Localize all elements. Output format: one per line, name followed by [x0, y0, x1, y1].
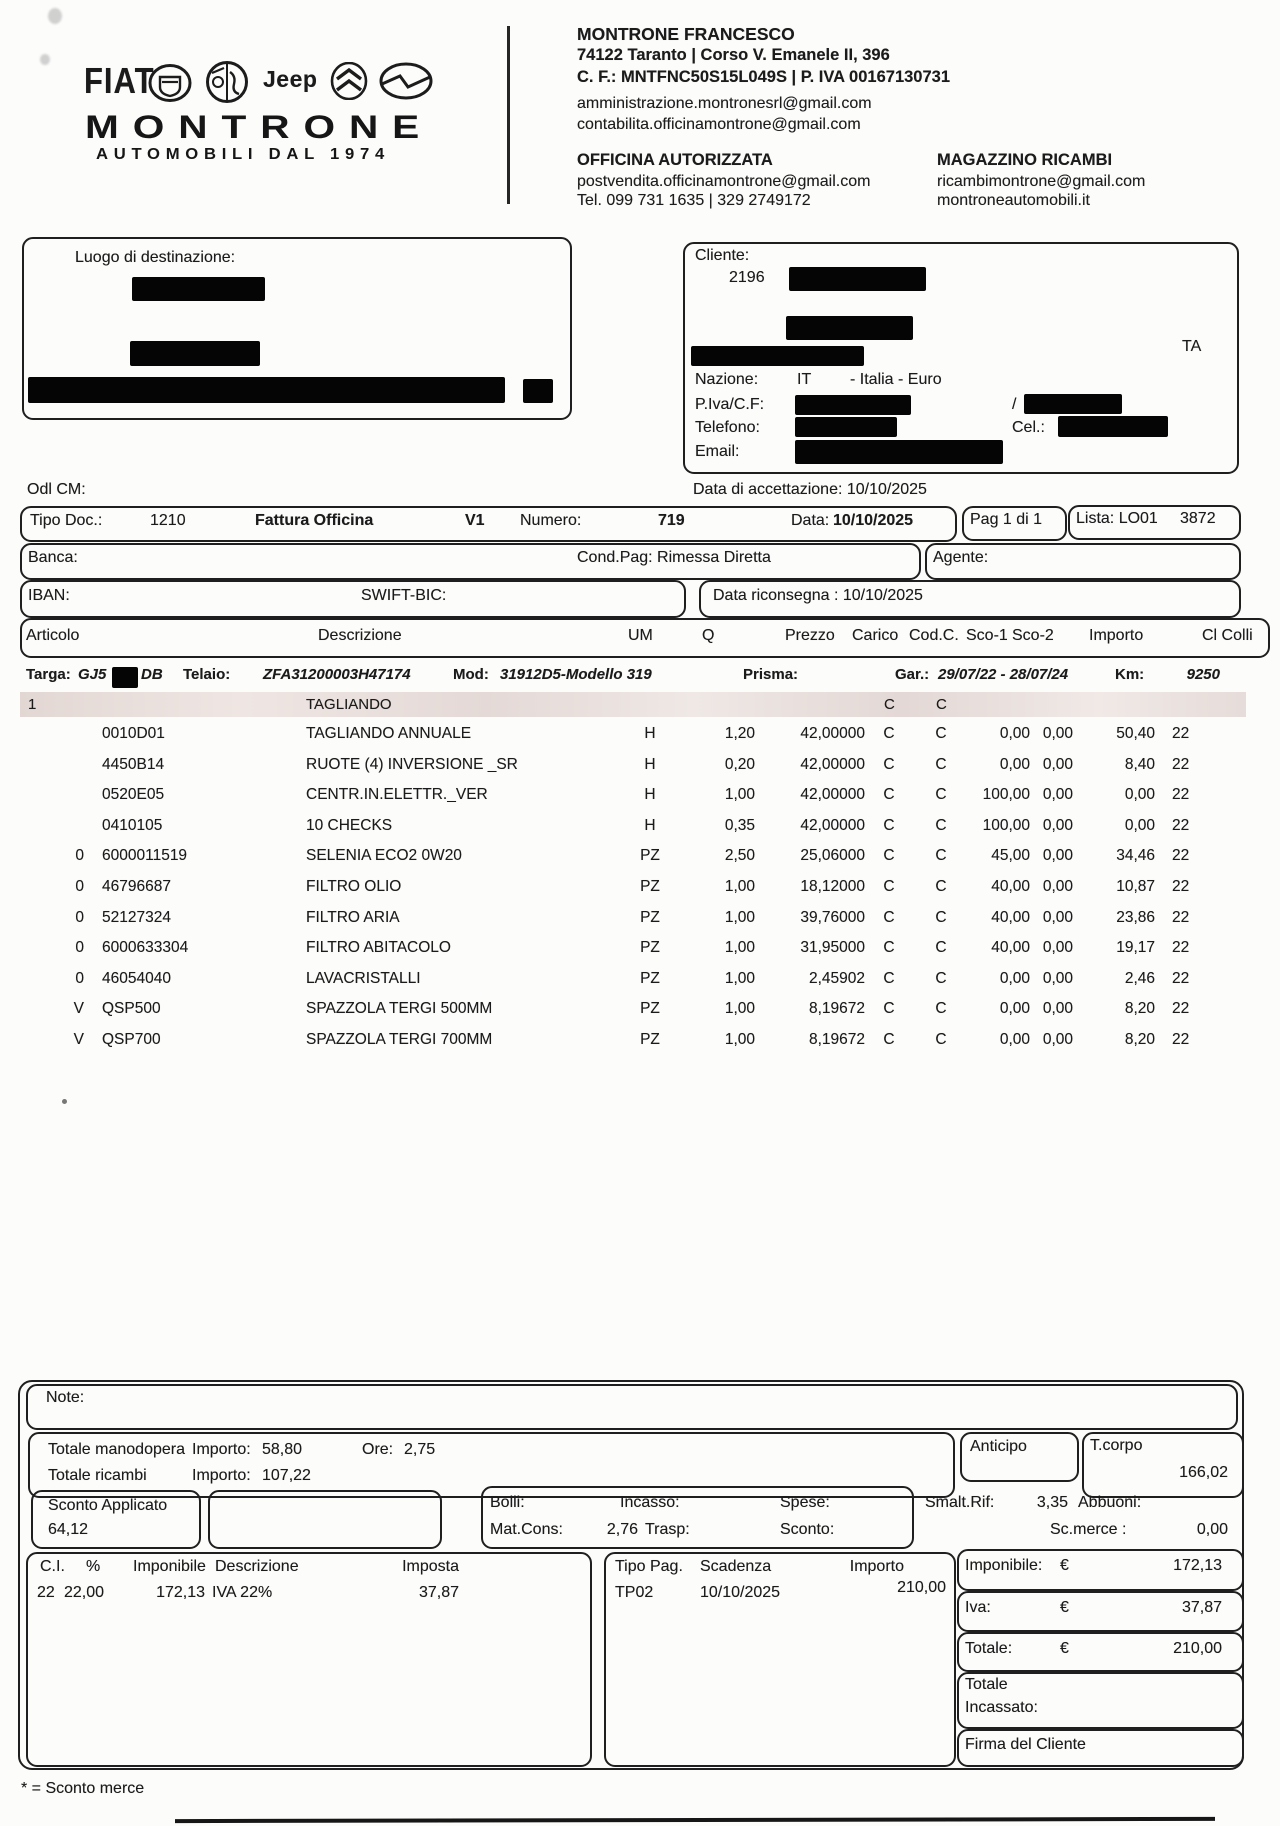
trasp-label: Trasp: — [645, 1521, 690, 1538]
row-description: FILTRO OLIO — [306, 877, 402, 895]
montrone-tagline: AUTOMOBILI DAL 1974 — [96, 146, 390, 163]
row-codc: C — [935, 786, 947, 804]
scan-smudge — [48, 8, 62, 24]
spese-label: Spese: — [780, 1494, 830, 1511]
row-carico: C — [883, 847, 895, 865]
row-quantity: 1,00 — [724, 969, 755, 987]
company-name: MONTRONE FRANCESCO — [577, 24, 795, 44]
client-code: 2196 — [729, 269, 765, 286]
row-codc: C — [935, 908, 947, 926]
smaltrif-value: 3,35 — [1036, 1494, 1068, 1511]
row-um: PZ — [640, 877, 660, 895]
row-importo: 34,46 — [1116, 847, 1155, 865]
row-importo: 0,00 — [1124, 786, 1155, 804]
row-cl: 22 — [1172, 877, 1190, 895]
lancia-logo — [148, 64, 192, 102]
table-row — [0, 993, 1280, 1024]
scan-smudge — [40, 54, 50, 65]
banca-label: Banca: — [28, 549, 78, 566]
redacted-text — [132, 277, 265, 301]
telaio-label: Telaio: — [183, 666, 231, 683]
tax-h-imposta: Imposta — [402, 1558, 459, 1575]
row-cl: 22 — [1172, 908, 1190, 926]
row-codc: C — [935, 816, 947, 834]
row-sco2: 0,00 — [1042, 847, 1073, 865]
redacted-text — [795, 417, 897, 437]
bolli-box — [481, 1486, 914, 1549]
row-price: 39,76000 — [800, 908, 865, 926]
company-email-2: contabilita.officinamontrone@gmail.com — [577, 116, 861, 133]
header-divider — [507, 26, 510, 204]
km-value: 9250 — [1186, 666, 1220, 683]
fiat-logo: FIAT — [84, 60, 155, 102]
note-label: Note: — [46, 1389, 85, 1406]
row-quantity: 1,20 — [724, 725, 755, 742]
row-quantity: 0,35 — [724, 816, 755, 834]
row-quantity: 1,00 — [724, 1030, 755, 1048]
row-code: 4450B14 — [102, 755, 165, 773]
tax-pct: 22,00 — [64, 1584, 105, 1601]
table-row — [0, 932, 1280, 963]
numero-label: Numero: — [520, 512, 582, 529]
row-sco1: 0,00 — [999, 969, 1030, 987]
data-value: 10/10/2025 — [833, 512, 914, 529]
row-code: 46054040 — [102, 969, 171, 987]
totale-incassato-label-1: Totale — [965, 1676, 1008, 1693]
col-sco2: Sco-2 — [1012, 627, 1054, 644]
row-code: QSP700 — [102, 1030, 161, 1048]
row-code: 6000633304 — [102, 939, 189, 957]
manodopera-importo-label: Importo: — [192, 1441, 251, 1458]
row-sco1: 40,00 — [991, 877, 1030, 895]
row-price: 18,12000 — [800, 877, 865, 895]
abbuoni-label: Abbuoni: — [1078, 1494, 1142, 1511]
iva-euro: € — [1060, 1599, 1069, 1616]
row-um: H — [644, 816, 656, 834]
row-carico: C — [883, 816, 895, 834]
accettazione: Data di accettazione: 10/10/2025 — [693, 481, 927, 498]
mod-value: 31912D5-Modello 319 — [500, 666, 652, 683]
row-cl: 22 — [1172, 847, 1190, 865]
row-sco2: 0,00 — [1042, 725, 1073, 742]
totale-euro: € — [1060, 1640, 1069, 1657]
row-codc: C — [935, 877, 947, 895]
smaltrif-label: Smalt.Rif: — [925, 1494, 995, 1511]
row-quantity: 1,00 — [724, 939, 755, 957]
col-importo: Importo — [1089, 627, 1144, 644]
row-quantity: 0,20 — [724, 755, 755, 773]
row-um: PZ — [640, 939, 660, 957]
row-price: 31,95000 — [800, 939, 865, 957]
tipo-doc-version: V1 — [465, 512, 485, 529]
row-description: SELENIA ECO2 0W20 — [306, 847, 462, 865]
row-um: PZ — [640, 847, 660, 865]
matcons-value: 2,76 — [606, 1521, 638, 1538]
agente-label: Agente: — [933, 549, 989, 566]
pay-h-scadenza: Scadenza — [700, 1558, 772, 1575]
row-flag: 0 — [75, 877, 84, 895]
row-flag: V — [73, 1000, 84, 1018]
opel-logo — [378, 62, 434, 100]
anticipo-label: Anticipo — [970, 1438, 1027, 1455]
numero-value: 719 — [658, 512, 685, 529]
citroen-logo — [330, 62, 368, 100]
row-carico: C — [883, 1030, 895, 1048]
col-descrizione: Descrizione — [318, 627, 402, 644]
row-description: FILTRO ABITACOLO — [306, 939, 451, 957]
row-um: H — [644, 755, 656, 773]
redacted-text — [1024, 394, 1122, 414]
redacted-text — [786, 316, 913, 340]
col-cl-colli: Cl Colli — [1202, 627, 1253, 644]
row-price: 8,19672 — [808, 1000, 865, 1018]
row-sco1: 100,00 — [982, 786, 1030, 804]
note-box — [26, 1384, 1238, 1430]
manodopera-importo: 58,80 — [262, 1441, 303, 1458]
col-articolo: Articolo — [26, 627, 80, 644]
telaio-value: ZFA31200003H47174 — [263, 666, 411, 683]
row-importo: 10,87 — [1116, 877, 1155, 895]
iva-label: Iva: — [965, 1599, 991, 1616]
row-cl: 22 — [1172, 725, 1190, 742]
row-um: PZ — [640, 1000, 660, 1018]
row-description: LAVACRISTALLI — [306, 969, 421, 987]
piva-slash: / — [1012, 396, 1017, 413]
data-label: Data: — [791, 512, 830, 529]
row-sco1: 0,00 — [999, 1030, 1030, 1048]
tax-ci: 22 — [37, 1584, 55, 1601]
row-cl: 22 — [1172, 1000, 1190, 1018]
table-row — [0, 779, 1280, 810]
nazione-code: IT — [797, 371, 812, 388]
tax-imponibile: 172,13 — [156, 1584, 205, 1601]
iban-label: IBAN: — [28, 587, 70, 604]
tax-descrizione: IVA 22% — [212, 1584, 273, 1601]
jeep-logo: Jeep — [263, 66, 318, 92]
row-flag: V — [73, 1030, 84, 1048]
tcorpo-value: 166,02 — [1179, 1464, 1228, 1481]
company-email-1: amministrazione.montronesrl@gmail.com — [577, 95, 872, 112]
pay-h-importo: Importo — [849, 1558, 904, 1575]
destination-label: Luogo di destinazione: — [75, 249, 236, 266]
tipo-doc-name: Fattura Officina — [255, 512, 374, 529]
ore-label: Ore: — [362, 1441, 394, 1458]
col-sco1: Sco-1 — [966, 627, 1008, 644]
lista-label: Lista: LO01 — [1076, 510, 1158, 527]
row-sco1: 40,00 — [991, 939, 1030, 957]
row-quantity: 2,50 — [724, 847, 755, 865]
magazzino-title: MAGAZZINO RICAMBI — [937, 151, 1113, 169]
telefono-label: Telefono: — [695, 419, 760, 436]
imponibile-euro: € — [1060, 1557, 1069, 1574]
totale-label: Totale: — [965, 1640, 1013, 1657]
row-sco1: 0,00 — [999, 755, 1030, 773]
row-sco2: 0,00 — [1042, 816, 1073, 834]
table-row — [0, 902, 1280, 933]
scmerce-value: 0,00 — [1196, 1521, 1228, 1538]
empty-box — [208, 1490, 442, 1549]
officina-phone: Tel. 099 731 1635 | 329 2749172 — [577, 192, 811, 209]
row-importo: 23,86 — [1116, 908, 1155, 926]
row-carico: C — [883, 1000, 895, 1018]
row-code: 0410105 — [102, 816, 163, 834]
row-importo: 8,20 — [1124, 1030, 1155, 1048]
row-code: 0520E05 — [102, 786, 165, 804]
row-description: FILTRO ARIA — [306, 908, 400, 926]
totale-value: 210,00 — [1173, 1640, 1222, 1657]
row-price: 42,00000 — [800, 786, 865, 804]
sconto2-label: Sconto: — [780, 1521, 835, 1538]
row-flag: 0 — [75, 908, 84, 926]
row-codc: C — [935, 1030, 947, 1048]
scmerce-label: Sc.merce : — [1050, 1521, 1127, 1538]
group-carico: C — [884, 696, 895, 713]
table-row — [0, 718, 1280, 749]
legend: * = Sconto merce — [21, 1780, 145, 1797]
targa-label: Targa: — [26, 666, 71, 683]
row-codc: C — [935, 939, 947, 957]
iva-value: 37,87 — [1181, 1599, 1222, 1616]
redacted-text — [795, 395, 911, 415]
row-um: PZ — [640, 1030, 660, 1048]
company-address: 74122 Taranto | Corso V. Emanele II, 396 — [577, 46, 890, 64]
officina-email: postvendita.officinamontrone@gmail.com — [577, 173, 871, 190]
imponibile-value: 172,13 — [1173, 1557, 1222, 1574]
sconto-value: 64,12 — [48, 1521, 89, 1538]
redacted-text — [691, 346, 864, 366]
tax-h-pct: % — [86, 1558, 101, 1575]
row-carico: C — [883, 725, 895, 742]
group-codc: C — [936, 696, 947, 713]
firma-label: Firma del Cliente — [965, 1736, 1086, 1753]
bolli-label: Bolli: — [490, 1494, 525, 1511]
row-sco2: 0,00 — [1042, 969, 1073, 987]
table-row — [0, 1024, 1280, 1055]
row-sco1: 45,00 — [991, 847, 1030, 865]
gar-value: 29/07/22 - 28/07/24 — [938, 666, 1069, 683]
row-um: H — [644, 786, 656, 804]
row-sco2: 0,00 — [1042, 755, 1073, 773]
row-flag: 0 — [75, 939, 84, 957]
condpag: Cond.Pag: Rimessa Diretta — [577, 549, 771, 566]
row-carico: C — [883, 969, 895, 987]
row-um: PZ — [640, 908, 660, 926]
pay-h-tipo: Tipo Pag. — [615, 1558, 683, 1575]
row-code: 52127324 — [102, 908, 171, 926]
row-quantity: 1,00 — [724, 786, 755, 804]
pay-importo: 210,00 — [897, 1579, 946, 1596]
row-flag: 0 — [75, 847, 84, 865]
ricambi-label: Totale ricambi — [48, 1467, 147, 1484]
email-label: Email: — [695, 443, 740, 460]
redacted-plate — [112, 667, 138, 688]
row-price: 8,19672 — [808, 1030, 865, 1048]
table-row — [0, 749, 1280, 780]
nazione-rest: - Italia - Euro — [850, 371, 942, 388]
scan-dot — [62, 1099, 67, 1104]
row-code: 6000011519 — [102, 847, 188, 865]
row-sco2: 0,00 — [1042, 1000, 1073, 1018]
group-num: 1 — [28, 696, 37, 713]
row-carico: C — [883, 786, 895, 804]
tcorpo-label: T.corpo — [1090, 1437, 1143, 1454]
row-price: 42,00000 — [800, 755, 865, 773]
targa-post: DB — [141, 666, 163, 683]
tax-h-descrizione: Descrizione — [215, 1558, 299, 1575]
row-sco2: 0,00 — [1042, 1030, 1073, 1048]
row-sco2: 0,00 — [1042, 939, 1073, 957]
col-q: Q — [702, 627, 715, 644]
row-cl: 22 — [1172, 786, 1190, 804]
row-codc: C — [935, 755, 947, 773]
nazione-label: Nazione: — [695, 371, 759, 388]
row-price: 25,06000 — [800, 847, 865, 865]
col-carico: Carico — [852, 627, 899, 644]
alfa-romeo-logo — [204, 60, 250, 104]
row-flag: 0 — [75, 969, 84, 987]
tax-imposta: 37,87 — [418, 1584, 459, 1601]
odl-label: Odl CM: — [27, 481, 86, 498]
row-importo: 19,17 — [1116, 939, 1155, 957]
row-importo: 50,40 — [1116, 725, 1155, 742]
banca-box — [20, 543, 921, 580]
row-description: CENTR.IN.ELETTR._VER — [306, 786, 488, 804]
group-desc: TAGLIANDO — [306, 696, 392, 713]
row-importo: 2,46 — [1124, 969, 1155, 987]
row-codc: C — [935, 969, 947, 987]
scan-edge-line — [175, 1817, 1215, 1823]
piva-label: P.Iva/C.F: — [695, 396, 765, 413]
table-row — [0, 810, 1280, 841]
row-codc: C — [935, 1000, 947, 1018]
tipo-doc-code: 1210 — [150, 512, 186, 529]
row-codc: C — [935, 725, 947, 742]
targa-pre: GJ5 — [78, 666, 107, 683]
row-description: TAGLIANDO ANNUALE — [306, 725, 472, 742]
row-cl: 22 — [1172, 755, 1190, 773]
riconsegna: Data riconsegna : 10/10/2025 — [713, 587, 923, 604]
row-carico: C — [883, 939, 895, 957]
totale-incassato-label-2: Incassato: — [965, 1699, 1038, 1716]
col-prezzo: Prezzo — [785, 627, 835, 644]
lista-num: 3872 — [1180, 510, 1216, 527]
row-description: RUOTE (4) INVERSIONE _SR — [306, 755, 518, 773]
cel-label: Cel.: — [1012, 419, 1045, 436]
redacted-text — [28, 377, 505, 403]
row-importo: 0,00 — [1124, 816, 1155, 834]
col-um: UM — [628, 627, 653, 644]
row-sco2: 0,00 — [1042, 877, 1073, 895]
table-row — [0, 963, 1280, 994]
row-sco1: 0,00 — [999, 1000, 1030, 1018]
pag-value: Pag 1 di 1 — [970, 511, 1043, 528]
group-row-highlight — [20, 692, 1246, 717]
row-quantity: 1,00 — [724, 1000, 755, 1018]
montrone-wordmark: MONTRONE — [85, 109, 434, 146]
table-row — [0, 840, 1280, 871]
redacted-text — [523, 379, 553, 403]
row-um: PZ — [640, 969, 660, 987]
sconto-label: Sconto Applicato — [48, 1497, 168, 1514]
iban-box — [20, 580, 686, 618]
row-sco1: 0,00 — [999, 725, 1030, 742]
row-code: QSP500 — [102, 1000, 161, 1018]
mod-label: Mod: — [453, 666, 489, 683]
ricambi-importo-label: Importo: — [192, 1467, 251, 1484]
tax-h-ci: C.I. — [40, 1558, 65, 1575]
row-sco1: 40,00 — [991, 908, 1030, 926]
ricambi-importo: 107,22 — [262, 1467, 311, 1484]
row-importo: 8,20 — [1124, 1000, 1155, 1018]
prisma-label: Prisma: — [743, 666, 799, 683]
row-carico: C — [883, 877, 895, 895]
redacted-text — [1058, 416, 1168, 437]
row-description: SPAZZOLA TERGI 700MM — [306, 1030, 493, 1048]
magazzino-email: ricambimontrone@gmail.com — [937, 173, 1146, 190]
row-cl: 22 — [1172, 939, 1190, 957]
tipo-doc-label: Tipo Doc.: — [30, 512, 103, 529]
client-label: Cliente: — [695, 247, 750, 264]
items-table — [0, 718, 1280, 1055]
pay-scadenza: 10/10/2025 — [700, 1584, 781, 1601]
row-price: 42,00000 — [800, 816, 865, 834]
redacted-text — [130, 341, 260, 366]
row-carico: C — [883, 908, 895, 926]
client-ta: TA — [1182, 338, 1202, 355]
incasso-label: Incasso: — [620, 1494, 680, 1511]
tax-box — [26, 1552, 592, 1767]
row-sco2: 0,00 — [1042, 908, 1073, 926]
ore-value: 2,75 — [404, 1441, 436, 1458]
swift-label: SWIFT-BIC: — [361, 587, 447, 604]
row-code: 46796687 — [102, 877, 171, 895]
row-um: H — [644, 725, 656, 742]
gar-label: Gar.: — [895, 666, 930, 683]
row-carico: C — [883, 755, 895, 773]
row-price: 2,45902 — [808, 969, 865, 987]
row-quantity: 1,00 — [724, 908, 755, 926]
row-cl: 22 — [1172, 1030, 1190, 1048]
row-code: 0010D01 — [102, 725, 165, 742]
row-price: 42,00000 — [800, 725, 865, 742]
matcons-label: Mat.Cons: — [490, 1521, 563, 1538]
row-cl: 22 — [1172, 816, 1190, 834]
row-quantity: 1,00 — [724, 877, 755, 895]
row-importo: 8,40 — [1124, 755, 1155, 773]
magazzino-site: montroneautomobili.it — [937, 192, 1090, 209]
row-description: SPAZZOLA TERGI 500MM — [306, 1000, 493, 1018]
row-cl: 22 — [1172, 969, 1190, 987]
row-description: 10 CHECKS — [306, 816, 393, 834]
officina-title: OFFICINA AUTORIZZATA — [577, 151, 773, 169]
tax-h-imponibile: Imponibile — [133, 1558, 206, 1575]
redacted-text — [789, 267, 926, 291]
row-sco1: 100,00 — [982, 816, 1030, 834]
table-row — [0, 871, 1280, 902]
km-label: Km: — [1115, 666, 1145, 683]
imponibile-label: Imponibile: — [965, 1557, 1043, 1574]
manodopera-label: Totale manodopera — [48, 1441, 185, 1458]
pay-tipo: TP02 — [615, 1584, 654, 1601]
company-fiscal: C. F.: MNTFNC50S15L049S | P. IVA 00167130731 — [577, 68, 950, 86]
row-codc: C — [935, 847, 947, 865]
redacted-text — [795, 440, 1003, 464]
col-codc: Cod.C. — [909, 627, 959, 644]
row-sco2: 0,00 — [1042, 786, 1073, 804]
